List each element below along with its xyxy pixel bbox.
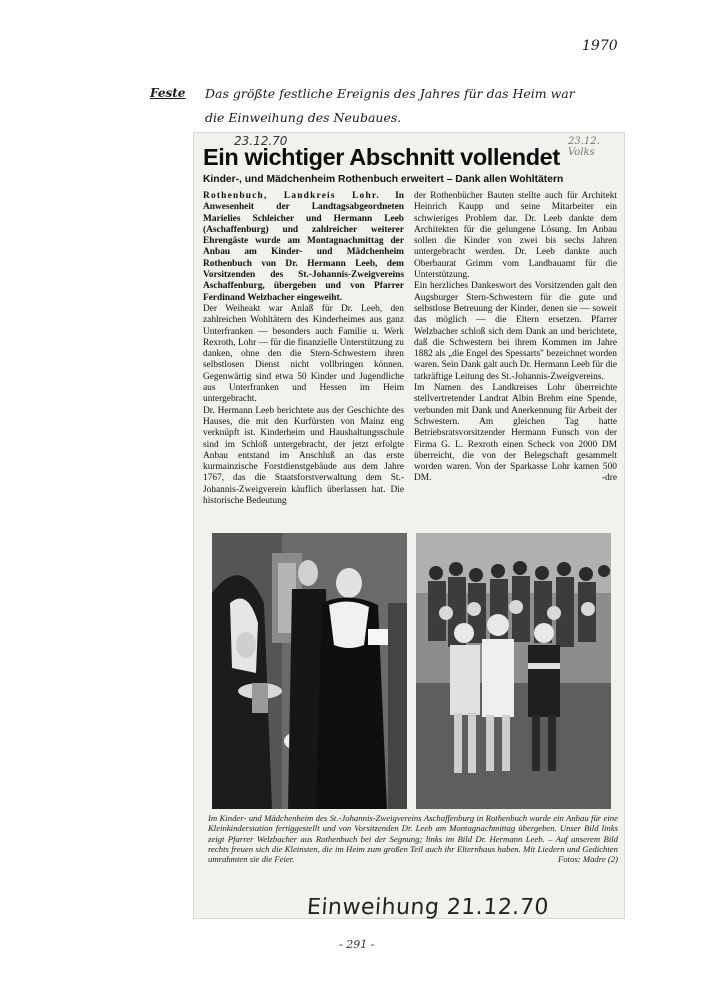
article-subheadline: Kinder-, und Mädchenheim Rothenbuch erweitert – Dank allen Wohltätern bbox=[203, 174, 564, 185]
photo-caption bbox=[208, 813, 618, 864]
date-stamp: 23.12.70 bbox=[234, 134, 288, 148]
photo-blessing-ceremony bbox=[212, 533, 407, 809]
author-sign: -dre bbox=[601, 473, 617, 484]
year-label: 1970 bbox=[582, 38, 618, 54]
corner-stamp: 23.12. Volks bbox=[568, 136, 600, 158]
lead-paragraph bbox=[203, 191, 404, 304]
caption-text: Im Kinder- und Mädchenheim des St.-Johannis-Zweigvereins Aschaffenburg in Rothenbuch wurde ein Anbau für eine Kleinkinderstation fertiggestellt und von Vorsitzenden Dr. Leeb am Montagnachmittag übergeben. Unser Bild links zeigt Pfarrer Welzbacher aus Rothenbuch bei der Segnung; links im Bild Dr. Hermann Leeb. – Auf unserem Bild rechts freuen sich die Kleinsten, die im Heim zum großen Teil auch ihr Elternhaus haben. Mit Liedern und Gedichten umrahmten sie die Feier. bbox=[208, 813, 618, 865]
photo-children-singing bbox=[416, 533, 611, 809]
lead-text: In Anwesenheit der Landtagsabgeordneten Marielies Schleicher und Hermann Leeb (Aschaffenburg) und zahlreicher weiterer Ehrengäste wurde am Montagnachmittag der Anbau am Kinder- und Mädchenheim Rothenbuch von Dr. Hermann Leeb, dem Vorsitzenden des St.-Johannis-Zweigvereins Aschaffenburg, übergeben und von Pfarrer Ferdinand Welzbacher eingeweiht. bbox=[203, 191, 404, 303]
paragraph-5 bbox=[414, 383, 617, 485]
lead-dateline: Rothenbuch, Landkreis Lohr. bbox=[203, 191, 380, 201]
photo-credit: Fotos: Madre (2) bbox=[558, 854, 618, 865]
paragraph-2: Dr. Hermann Leeb berichtete aus der Geschichte des Hauses, die mit den Kurfürsten von Mainz eng verknüpft ist. Kinderheim und Haushaltungsschule sind im Schloß untergebracht, der jetzt erfolgte Anbau entstand im Anschluß an das erste kurmainzische Forstdienstgebäude aus dem Jahre 1767, das die Staatsforstverwaltung dem St.-Johannis-Zweigverein käuflich überlassen hat. Die historische Bedeutung bbox=[203, 405, 404, 507]
paragraph-4: Ein herzliches Dankeswort des Vorsitzenden galt den Augsburger Stern-Schwestern für die gute und selbstlose Betreuung der Kinder, denen sie — soweit das möglich — die Eltern ersetzen. Pfarrer Welzbacher schloß sich dem Dank an und berichtete, daß die Schwestern bei ihrem Kommen im Jahre 1882 als „die Engel des Spessarts" bezeichnet worden waren. Sein Dank galt auch Dr. Hermann Leeb für die tatkräftige Leitung des St.-Johannis-Zweigvereins. bbox=[414, 281, 617, 382]
paragraph-1: Der Weiheakt war Anlaß für Dr. Leeb, den zahlreichen Wohltätern des Kinderheimes aus ganz Unterfranken — besonders auch Familie u. Werk Rexroth, Lohr — für die finanzielle Unterstützung zu danken, ohne den die Stern-Schwestern ihren selbstlosen Dienst nicht vollbringen können. Gegenwärtig sind etwa 50 Kinder und Jugendliche aus Unterfranken und Hessen im Heim untergebracht. bbox=[203, 303, 404, 405]
intro-text-line-2: die Einweihung des Neubaues. bbox=[205, 110, 402, 125]
paragraph-5-text: Im Namen des Landkreises Lohr überreichte stellvertretender Landrat Albin Brehm eine Spende, verbunden mit Dank und Anerkennung für Arbeit der Schwestern. Am gleichen Tag hatte Betriebsratsvorsitzender Hermann Funsch von der Firma G. L. Rexroth einen Scheck von 2000 DM überreicht, die von der Belegschaft gesammelt worden waren. Von der Sparkasse Lohr kamen 500 DM. bbox=[414, 383, 617, 484]
newspaper-clipping bbox=[194, 133, 624, 918]
article-column-left bbox=[203, 191, 404, 507]
article-headline: Ein wichtiger Abschnitt vollendet bbox=[203, 144, 560, 170]
page-number: - 291 - bbox=[339, 938, 375, 951]
intro-text-line-1: Das größte festliche Ereignis des Jahres für das Heim war bbox=[205, 86, 575, 101]
section-label: Feste bbox=[150, 86, 186, 100]
paragraph-3: der Rothenbücher Bauten stellte auch für Architekt Heinrich Kaupp und seine Mitarbeiter ein schwieriges Problem dar. Dr. Leeb dankte dem Architekten für die gelungene Lösung. Im Anbau sollen die Kinder von zwei bis sechs Jahren untergebracht werden. Dr. Leeb dankte auch Oberbaurat Grimm vom Landbauamt für die Unterstützung. bbox=[414, 191, 617, 281]
article-column-right bbox=[414, 191, 617, 485]
handwritten-note: Einweihung 21.12.70 bbox=[306, 895, 550, 920]
